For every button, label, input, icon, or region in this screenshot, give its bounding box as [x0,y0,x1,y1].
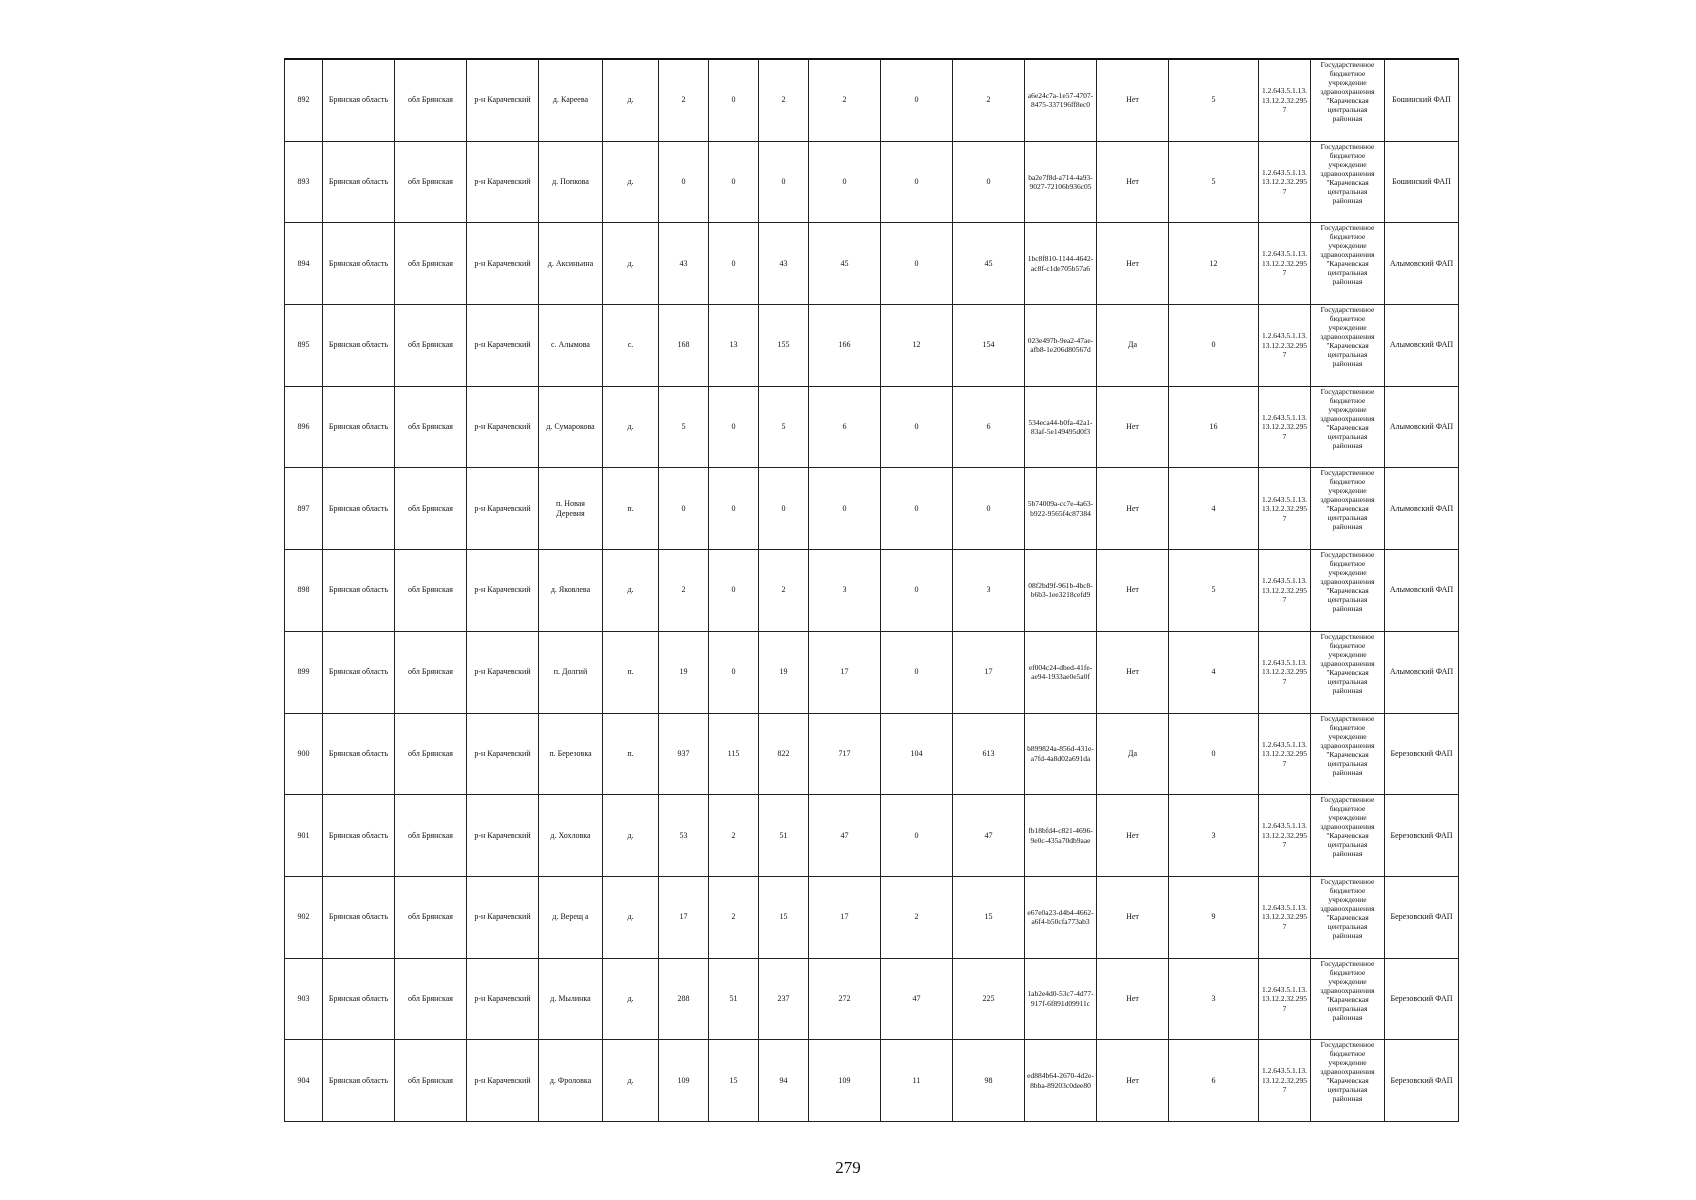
cell-facility-oid: 1.2.643.5.1.13.13.12.2.32.2957 [1259,223,1311,305]
cell-pop-total: 2 [659,550,709,632]
cell-region: Брянская область [323,631,395,713]
cell-facility-oid: 1.2.643.5.1.13.13.12.2.32.2957 [1259,958,1311,1040]
cell-district: р-н Карачевский [467,958,539,1040]
cell-fias-uuid: 534eca44-b0fa-42a1-83af-5e149495d0f3 [1025,386,1097,468]
cell-distance-km: 4 [1169,468,1259,550]
cell-distance-km: 16 [1169,386,1259,468]
cell-pop2-adults: 98 [953,1040,1025,1122]
cell-pop-total: 19 [659,631,709,713]
cell-district: р-н Карачевский [467,713,539,795]
cell-district: р-н Карачевский [467,876,539,958]
cell-institution-name: Государственное бюджетное учреждение здравоохранения "Карачевская центральная районная [1311,876,1385,958]
cell-pop-adults: 94 [759,1040,809,1122]
cell-pop2-total: 166 [809,305,881,387]
cell-settlement: с. Алымова [539,305,603,387]
cell-pop-children: 51 [709,958,759,1040]
cell-has-facility: Да [1097,713,1169,795]
cell-facility-oid: 1.2.643.5.1.13.13.12.2.32.2957 [1259,141,1311,223]
cell-pop-total: 109 [659,1040,709,1122]
cell-distance-km: 3 [1169,795,1259,877]
cell-fap-name: Бошинский ФАП [1385,141,1459,223]
table-row [285,958,1459,1040]
cell-region-short: обл Брянская [395,305,467,387]
cell-pop-children: 115 [709,713,759,795]
cell-facility-oid: 1.2.643.5.1.13.13.12.2.32.2957 [1259,713,1311,795]
cell-pop2-adults: 15 [953,876,1025,958]
cell-has-facility: Нет [1097,631,1169,713]
cell-settlement-type: д. [603,550,659,632]
cell-pop-total: 43 [659,223,709,305]
cell-settlement-type: п. [603,468,659,550]
cell-institution-name: Государственное бюджетное учреждение здравоохранения "Карачевская центральная районная [1311,958,1385,1040]
cell-facility-oid: 1.2.643.5.1.13.13.12.2.32.2957 [1259,468,1311,550]
cell-fap-name: Березовский ФАП [1385,713,1459,795]
cell-distance-km: 3 [1169,958,1259,1040]
cell-pop2-children: 47 [881,958,953,1040]
cell-pop-total: 288 [659,958,709,1040]
cell-has-facility: Нет [1097,1040,1169,1122]
cell-settlement: д. Фроловка [539,1040,603,1122]
cell-pop-total: 0 [659,141,709,223]
settlements-table [284,58,1459,1122]
cell-settlement-type: д. [603,59,659,141]
cell-settlement: д. Аксиньина [539,223,603,305]
cell-distance-km: 6 [1169,1040,1259,1122]
cell-row-number: 897 [285,468,323,550]
cell-pop2-adults: 225 [953,958,1025,1040]
cell-pop-total: 5 [659,386,709,468]
cell-institution-name: Государственное бюджетное учреждение здравоохранения "Карачевская центральная районная [1311,1040,1385,1122]
cell-region: Брянская область [323,795,395,877]
cell-pop2-adults: 17 [953,631,1025,713]
cell-distance-km: 5 [1169,59,1259,141]
cell-facility-oid: 1.2.643.5.1.13.13.12.2.32.2957 [1259,305,1311,387]
table-row [285,795,1459,877]
cell-settlement: д. Попкова [539,141,603,223]
cell-fap-name: Алымовский ФАП [1385,386,1459,468]
scanned-table-page [284,58,1458,1122]
cell-region-short: обл Брянская [395,1040,467,1122]
cell-fap-name: Березовский ФАП [1385,876,1459,958]
cell-pop2-total: 0 [809,468,881,550]
cell-institution-name: Государственное бюджетное учреждение здравоохранения "Карачевская центральная районная [1311,223,1385,305]
cell-settlement: п. Березовка [539,713,603,795]
cell-fias-uuid: fb18bfd4-c821-4696-9e0c-435a70db9aae [1025,795,1097,877]
cell-pop-children: 0 [709,386,759,468]
cell-institution-name: Государственное бюджетное учреждение здравоохранения "Карачевская центральная районная [1311,631,1385,713]
cell-pop-total: 53 [659,795,709,877]
cell-has-facility: Нет [1097,876,1169,958]
cell-pop2-total: 0 [809,141,881,223]
cell-pop-children: 13 [709,305,759,387]
cell-pop2-adults: 613 [953,713,1025,795]
cell-settlement-type: п. [603,713,659,795]
cell-pop2-total: 109 [809,1040,881,1122]
cell-fap-name: Алымовский ФАП [1385,305,1459,387]
cell-settlement-type: д. [603,386,659,468]
cell-has-facility: Нет [1097,59,1169,141]
cell-facility-oid: 1.2.643.5.1.13.13.12.2.32.2957 [1259,795,1311,877]
cell-fias-uuid: e67e0a23-d4b4-4662-a6f4-b50cfa773ab3 [1025,876,1097,958]
cell-pop2-total: 717 [809,713,881,795]
cell-has-facility: Нет [1097,550,1169,632]
cell-settlement: п. Новая Деревня [539,468,603,550]
cell-pop2-children: 0 [881,795,953,877]
cell-institution-name: Государственное бюджетное учреждение здравоохранения "Карачевская центральная районная [1311,468,1385,550]
cell-institution-name: Государственное бюджетное учреждение здравоохранения "Карачевская центральная районная [1311,795,1385,877]
cell-pop2-total: 45 [809,223,881,305]
cell-pop-children: 0 [709,550,759,632]
cell-settlement: д. Сумарокова [539,386,603,468]
cell-pop-children: 0 [709,223,759,305]
cell-facility-oid: 1.2.643.5.1.13.13.12.2.32.2957 [1259,876,1311,958]
cell-district: р-н Карачевский [467,631,539,713]
cell-pop2-total: 17 [809,876,881,958]
cell-pop2-total: 3 [809,550,881,632]
cell-pop-children: 0 [709,141,759,223]
cell-row-number: 902 [285,876,323,958]
cell-pop-adults: 51 [759,795,809,877]
cell-settlement-type: д. [603,876,659,958]
cell-pop-children: 0 [709,468,759,550]
table-row [285,386,1459,468]
cell-fias-uuid: 08f2bd9f-961b-4bc8-b6b3-1ee3218cefd9 [1025,550,1097,632]
cell-region: Брянская область [323,223,395,305]
cell-pop-adults: 5 [759,386,809,468]
cell-pop2-total: 2 [809,59,881,141]
cell-has-facility: Нет [1097,141,1169,223]
cell-fias-uuid: 1ab2e4d0-53c7-4d77-917f-6f891d09911c [1025,958,1097,1040]
cell-settlement: д. Хохловка [539,795,603,877]
cell-region-short: обл Брянская [395,550,467,632]
cell-pop2-children: 2 [881,876,953,958]
cell-district: р-н Карачевский [467,795,539,877]
cell-row-number: 899 [285,631,323,713]
cell-pop2-adults: 154 [953,305,1025,387]
cell-pop-total: 0 [659,468,709,550]
cell-pop2-adults: 0 [953,468,1025,550]
cell-region-short: обл Брянская [395,958,467,1040]
cell-facility-oid: 1.2.643.5.1.13.13.12.2.32.2957 [1259,59,1311,141]
cell-settlement-type: д. [603,795,659,877]
cell-fap-name: Березовский ФАП [1385,958,1459,1040]
cell-pop2-children: 104 [881,713,953,795]
cell-facility-oid: 1.2.643.5.1.13.13.12.2.32.2957 [1259,386,1311,468]
table-row [285,1040,1459,1122]
cell-pop2-total: 17 [809,631,881,713]
cell-district: р-н Карачевский [467,223,539,305]
cell-institution-name: Государственное бюджетное учреждение здравоохранения "Карачевская центральная районная [1311,386,1385,468]
cell-row-number: 893 [285,141,323,223]
cell-fias-uuid: ed884b64-2670-4d2e-8bba-89203c0dee80 [1025,1040,1097,1122]
cell-district: р-н Карачевский [467,550,539,632]
cell-region: Брянская область [323,386,395,468]
cell-row-number: 900 [285,713,323,795]
cell-region: Брянская область [323,713,395,795]
cell-district: р-н Карачевский [467,468,539,550]
cell-district: р-н Карачевский [467,386,539,468]
cell-region: Брянская область [323,141,395,223]
cell-region: Брянская область [323,59,395,141]
cell-row-number: 898 [285,550,323,632]
cell-pop2-adults: 3 [953,550,1025,632]
cell-pop2-children: 12 [881,305,953,387]
cell-region: Брянская область [323,305,395,387]
cell-facility-oid: 1.2.643.5.1.13.13.12.2.32.2957 [1259,631,1311,713]
cell-distance-km: 9 [1169,876,1259,958]
cell-fias-uuid: b899824a-856d-431e-a7fd-4a8d02a691da [1025,713,1097,795]
cell-distance-km: 0 [1169,305,1259,387]
cell-pop-adults: 237 [759,958,809,1040]
cell-region: Брянская область [323,468,395,550]
cell-pop-adults: 15 [759,876,809,958]
cell-region: Брянская область [323,876,395,958]
table-row [285,305,1459,387]
cell-distance-km: 12 [1169,223,1259,305]
cell-row-number: 895 [285,305,323,387]
cell-pop-adults: 822 [759,713,809,795]
cell-region-short: обл Брянская [395,795,467,877]
cell-pop2-children: 11 [881,1040,953,1122]
cell-pop-adults: 2 [759,59,809,141]
cell-pop2-children: 0 [881,59,953,141]
table-row [285,59,1459,141]
cell-district: р-н Карачевский [467,141,539,223]
cell-pop-adults: 155 [759,305,809,387]
cell-fap-name: Алымовский ФАП [1385,631,1459,713]
cell-row-number: 904 [285,1040,323,1122]
table-row [285,468,1459,550]
cell-settlement: п. Долгий [539,631,603,713]
cell-has-facility: Нет [1097,795,1169,877]
cell-settlement: д. Верещ а [539,876,603,958]
cell-district: р-н Карачевский [467,305,539,387]
cell-institution-name: Государственное бюджетное учреждение здравоохранения "Карачевская центральная районная [1311,59,1385,141]
cell-row-number: 892 [285,59,323,141]
cell-fias-uuid: ef004c24-dbed-41fe-ae94-1933ae0e5a0f [1025,631,1097,713]
cell-fap-name: Березовский ФАП [1385,795,1459,877]
cell-pop2-children: 0 [881,223,953,305]
cell-pop2-children: 0 [881,550,953,632]
cell-settlement-type: с. [603,305,659,387]
cell-fias-uuid: ba2e7f8d-a714-4a93-9027-72106b936c05 [1025,141,1097,223]
cell-pop-total: 937 [659,713,709,795]
table-row [285,631,1459,713]
table-row [285,223,1459,305]
cell-row-number: 901 [285,795,323,877]
cell-pop-children: 15 [709,1040,759,1122]
cell-pop-adults: 0 [759,468,809,550]
cell-distance-km: 5 [1169,141,1259,223]
cell-fias-uuid: 1bc8f810-1144-4642-ac8f-c1de705b57a6 [1025,223,1097,305]
cell-region-short: обл Брянская [395,223,467,305]
cell-has-facility: Нет [1097,468,1169,550]
cell-distance-km: 0 [1169,713,1259,795]
cell-region: Брянская область [323,550,395,632]
cell-fias-uuid: 023e497b-9ea2-47ae-afb8-1e206d80567d [1025,305,1097,387]
cell-row-number: 903 [285,958,323,1040]
cell-region-short: обл Брянская [395,468,467,550]
cell-pop-total: 2 [659,59,709,141]
cell-institution-name: Государственное бюджетное учреждение здравоохранения "Карачевская центральная районная [1311,713,1385,795]
cell-row-number: 894 [285,223,323,305]
table-row [285,713,1459,795]
cell-has-facility: Нет [1097,223,1169,305]
cell-fap-name: Березовский ФАП [1385,1040,1459,1122]
page-number: 279 [835,1158,861,1177]
cell-pop-adults: 0 [759,141,809,223]
cell-pop2-total: 272 [809,958,881,1040]
cell-institution-name: Государственное бюджетное учреждение здравоохранения "Карачевская центральная районная [1311,305,1385,387]
cell-region: Брянская область [323,958,395,1040]
cell-region-short: обл Брянская [395,141,467,223]
cell-settlement: д. Яковлева [539,550,603,632]
cell-pop-children: 2 [709,876,759,958]
cell-has-facility: Нет [1097,958,1169,1040]
cell-region-short: обл Брянская [395,59,467,141]
cell-fap-name: Алымовский ФАП [1385,223,1459,305]
cell-distance-km: 4 [1169,631,1259,713]
cell-pop2-children: 0 [881,141,953,223]
table-row [285,550,1459,632]
cell-pop2-total: 6 [809,386,881,468]
cell-pop-adults: 2 [759,550,809,632]
cell-pop2-adults: 45 [953,223,1025,305]
cell-pop-total: 168 [659,305,709,387]
cell-distance-km: 5 [1169,550,1259,632]
cell-region-short: обл Брянская [395,713,467,795]
cell-pop2-adults: 2 [953,59,1025,141]
cell-fap-name: Бошинский ФАП [1385,59,1459,141]
cell-region-short: обл Брянская [395,631,467,713]
cell-region: Брянская область [323,1040,395,1122]
cell-institution-name: Государственное бюджетное учреждение здравоохранения "Карачевская центральная районная [1311,550,1385,632]
cell-settlement-type: д. [603,1040,659,1122]
cell-fias-uuid: a6e24c7a-1e57-4707-8475-337196ff8ec0 [1025,59,1097,141]
cell-settlement-type: п. [603,631,659,713]
cell-pop-total: 17 [659,876,709,958]
cell-fap-name: Алымовский ФАП [1385,468,1459,550]
cell-pop-children: 0 [709,59,759,141]
cell-institution-name: Государственное бюджетное учреждение здравоохранения "Карачевская центральная районная [1311,141,1385,223]
cell-fias-uuid: 5b74009a-cc7e-4a63-b922-9565f4c87384 [1025,468,1097,550]
cell-pop2-children: 0 [881,631,953,713]
cell-facility-oid: 1.2.643.5.1.13.13.12.2.32.2957 [1259,550,1311,632]
cell-fap-name: Алымовский ФАП [1385,550,1459,632]
cell-pop2-children: 0 [881,468,953,550]
cell-pop-adults: 19 [759,631,809,713]
cell-region-short: обл Брянская [395,876,467,958]
cell-facility-oid: 1.2.643.5.1.13.13.12.2.32.2957 [1259,1040,1311,1122]
cell-pop-adults: 43 [759,223,809,305]
cell-settlement-type: д. [603,958,659,1040]
cell-settlement-type: д. [603,141,659,223]
cell-settlement: д. Мылинка [539,958,603,1040]
cell-settlement-type: д. [603,223,659,305]
cell-pop-children: 0 [709,631,759,713]
cell-district: р-н Карачевский [467,59,539,141]
cell-pop-children: 2 [709,795,759,877]
cell-row-number: 896 [285,386,323,468]
cell-settlement: д. Кареева [539,59,603,141]
cell-pop2-adults: 6 [953,386,1025,468]
cell-pop2-total: 47 [809,795,881,877]
cell-has-facility: Нет [1097,386,1169,468]
cell-pop2-adults: 0 [953,141,1025,223]
table-row [285,141,1459,223]
table-row [285,876,1459,958]
cell-district: р-н Карачевский [467,1040,539,1122]
cell-has-facility: Да [1097,305,1169,387]
cell-pop2-children: 0 [881,386,953,468]
cell-pop2-adults: 47 [953,795,1025,877]
cell-region-short: обл Брянская [395,386,467,468]
